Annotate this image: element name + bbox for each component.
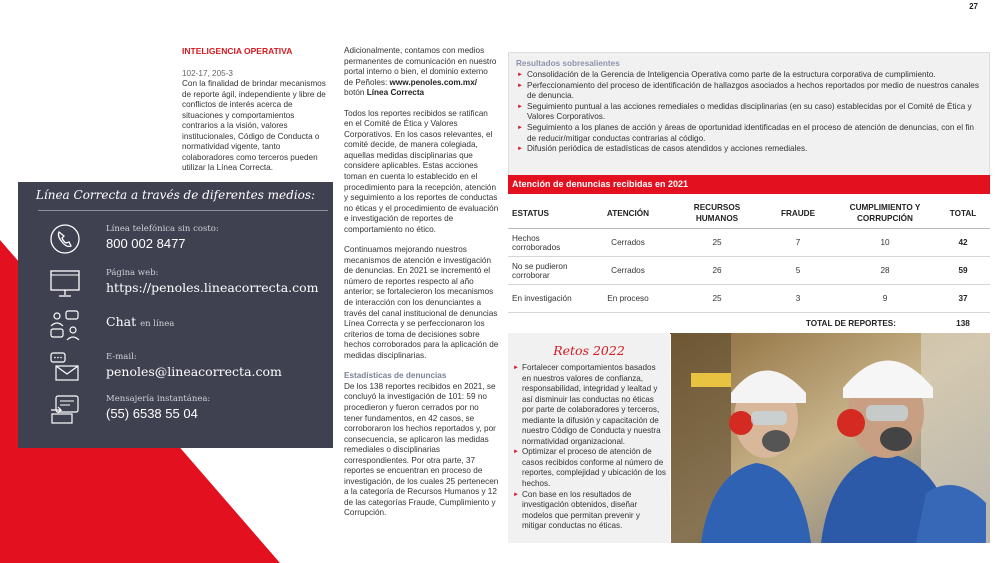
workers-photo [671, 333, 990, 543]
table-title: Atención de denuncias recibidas en 2021 [508, 175, 990, 194]
list-item: ► Consolidación de la Gerencia de Inteligencia Operativa como parte de la estructura corporativa de cumplimiento. [517, 70, 983, 81]
body-column [344, 46, 499, 529]
chat-label[interactable]: Chat en línea [106, 314, 175, 329]
stats-paragraph: De los 138 reportes recibidos en 2021, se concluyó la investigación de 101: 59 no procedieron y fueron cerrados por no tener fundamentos, en 42 casos, se corroboraron los hechos reportados y, por consecuencia, se aplicaron las medidas remediales o disciplinarias correspondientes. Por otra parte, 37 reportes se encuentran en proceso de investigación, de los cuales 25 pertenecen a la categoría de Recursos Humanos y 12 de las categorías Fraude, Cumplimiento y Corrupción. [344, 381, 499, 518]
column-header: ATENCIÓN [584, 194, 672, 229]
phone-icon [48, 222, 88, 256]
column-header: TOTAL [936, 194, 990, 229]
results-title: Resultados sobresalientes [516, 59, 620, 68]
im-number[interactable]: (55) 6538 55 04 [106, 406, 198, 421]
website-link[interactable]: https://penoles.lineacorrecta.com [106, 280, 319, 295]
contact-email[interactable] [48, 350, 338, 390]
challenges-title: Retos 2022 [553, 343, 625, 358]
column-header: CUMPLIMIENTO Y CORRUPCIÓN [834, 194, 936, 229]
section-heading: INTELIGENCIA OPERATIVA [182, 46, 293, 56]
instant-message-icon [48, 392, 88, 426]
contact-chat[interactable] [48, 308, 338, 348]
contact-phone[interactable] [48, 222, 338, 262]
intro-paragraph: Con la finalidad de brindar mecanismos de reporte ágil, independiente y libre de conflictos de interés acerca de situaciones y comportamientos contrarios a la visión, valores institucionales, Código de Conducta o normatividad vigente, tanto colaboradores como terceros pueden utilizar la Línea Correcta. [182, 79, 326, 172]
table-row: No se pudieron corroborar Cerrados 26 5 28 59 [508, 257, 990, 285]
table-row: Hechos corroborados Cerrados 25 7 10 42 [508, 229, 990, 257]
committee-paragraph: Todos los reportes recibidos se ratifican en el Comité de Ética y Valores Corporativos. En los casos relevantes, el comité decide, de manera colegiada, aquellas medidas disciplinarias que considere aplicables. Estas acciones toman en cuenta lo establecido en el procedimiento para la recepción, atención y seguimiento a los reportes de conductas no éticas y el procedimiento de evaluación e investigación de reportes de comportamiento no ético. [344, 108, 499, 234]
improvement-paragraph: Continuamos mejorando nuestros mecanismos de atención e investigación de denuncias. En 2021 se incrementó el número de reportes respecto al año anterior; se fortalecieron los mecanismos de interacción con los denunciantes a través del canal institucional de denuncias Línea Correcta y se perfeccionaron los criterios de toma de decisiones sobre hechos corroborados para la aplicación de medidas disciplinarias. [344, 245, 499, 360]
table-header-row [508, 194, 990, 229]
chat-icon [48, 308, 88, 342]
contact-web[interactable] [48, 266, 338, 306]
stats-heading: Estadísticas de denuncias [344, 371, 447, 381]
list-item: ► Fortalecer comportamientos basados en nuestros valores de confianza, responsabilidad, integridad y lealtad y así disminuir las conductas no éticas por parte de colaboradores y terceros, mediante la difusión y capacitación de nuestro Código de Conducta y nuestra normatividad organizacional. [511, 363, 666, 447]
portal-paragraph: Adicionalmente, contamos con medios permanentes de comunicación en nuestro portal interno o bien, el dominio externo de Peñoles: www.penoles.com.mx/ botón Línea Correcta [344, 46, 497, 98]
contact-label: Línea telefónica sin costo: [106, 224, 219, 234]
complaints-table [508, 175, 990, 334]
list-item: ► Difusión periódica de estadísticas de casos atendidos y acciones remediales. [517, 144, 983, 155]
contact-label: Página web: [106, 268, 159, 278]
results-box [508, 52, 990, 186]
list-item: ► Seguimiento a los planes de acción y áreas de oportunidad identificadas en el proceso de atención de denuncias, con el fin de reducir/mitigar conductas contrarias al código. [517, 123, 983, 144]
intro-column [182, 46, 332, 174]
panel-title: Línea Correcta a través de diferentes medios: [35, 188, 316, 202]
column-header: FRAUDE [762, 194, 834, 229]
list-item: ► Optimizar el proceso de atención de casos recibidos conforme al número de reportes, complejidad y ubicación de los hechos. [511, 447, 666, 489]
contact-instant-message[interactable] [48, 392, 338, 432]
contact-label: E-mail: [106, 352, 137, 362]
column-header: RECURSOS HUMANOS [672, 194, 762, 229]
phone-number[interactable]: 800 002 8477 [106, 236, 186, 251]
page-number: 27 [969, 2, 978, 11]
website-link[interactable]: www.penoles.com.mx/ [389, 77, 478, 87]
total-row: TOTAL DE REPORTES: 138 [508, 313, 990, 334]
list-item: ► Perfeccionamiento del proceso de identificación de hallazgos asociados a hechos reportados por medio de nuestros canales de denuncia. [517, 81, 983, 102]
list-item: ► Con base en los resultados de investigación obtenidos, diseñar modelos que permitan prevenir y mitigar conductas no éticas. [511, 490, 666, 532]
table-row: En investigación En proceso 25 3 9 37 [508, 285, 990, 313]
email-address[interactable]: penoles@lineacorrecta.com [106, 364, 282, 379]
challenges-box [508, 333, 670, 543]
monitor-icon [48, 266, 88, 300]
column-header: ESTATUS [508, 194, 584, 229]
contact-channels-panel [18, 182, 333, 448]
list-item: ► Seguimiento puntual a las acciones remediales o medidas disciplinarias (en su caso) establecidas por el Comité de Ética y Valores Corporativos. [517, 102, 983, 123]
email-icon [48, 350, 88, 384]
gri-reference: 102-17, 205-3 [182, 68, 233, 78]
contact-label: Mensajería instantánea: [106, 394, 211, 404]
divider [38, 210, 328, 211]
